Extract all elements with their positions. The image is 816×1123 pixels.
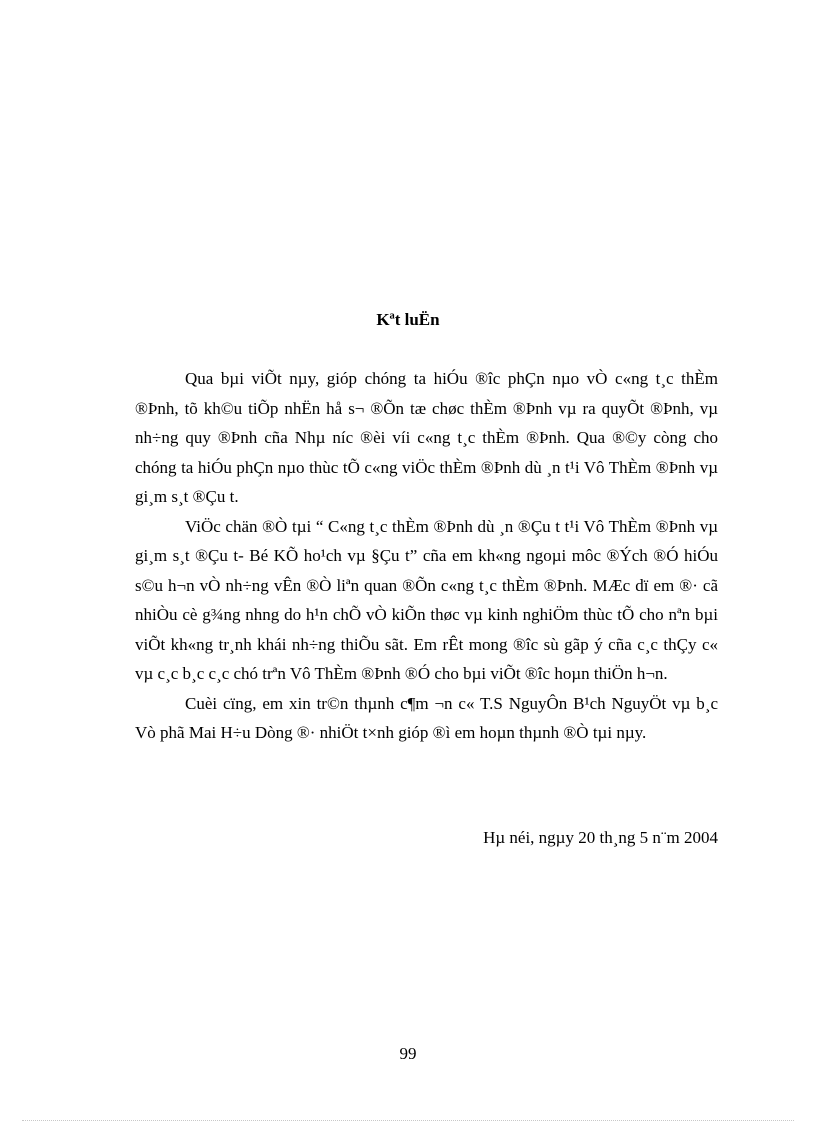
paragraph: Cuèi cïng, em xin tr©n thµnh c¶m ¬n c« T.S NguyÔn B¹ch NguyÖt vµ b¸c Vò phã Mai H÷u Dòng ®· nhiÖt t×nh gióp ®ì em hoµn thµnh ®Ò tµi nµy.	[135, 693, 718, 742]
page-divider	[22, 1120, 794, 1121]
date-signature: Hµ néi, ngµy 20 th¸ng 5 n¨m 2004	[483, 828, 718, 847]
body-text	[135, 364, 718, 748]
paragraph: Qua bµi viÕt nµy, gióp chóng ta hiÓu ®îc phÇn nµo vÒ c«ng t¸c thÈm ®Þnh, tõ kh©u tiÕp nhËn hå s¬ ®Õn tæ chøc thÈm ®Þnh vµ ra quyÕt ®Þnh, vµ nh÷ng quy ®Þnh cña Nhµ níc ®èi víi c«ng t¸c thÈm ®Þnh. Qua ®©y còng cho chóng ta hiÓu phÇn nµo thùc tÕ c«ng viÖc thÈm ®Þnh dù ¸n t¹i Vô ThÈm ®Þnh vµ gi¸m s¸t ®Çu t.	[135, 369, 718, 506]
page-number: 99	[399, 1044, 417, 1063]
paragraph: ViÖc chän ®Ò tµi “ C«ng t¸c thÈm ®Þnh dù ¸n ®Çu t t¹i Vô ThÈm ®Þnh vµ gi¸m s¸t ®Çu t- Bé KÕ ho¹ch vµ §Çu t” cña em kh«ng ngoµi môc ®Ých ®Ó hiÓu s©u h¬n vÒ nh÷ng vÊn ®Ò liªn quan ®Õn c«ng t¸c thÈm ®Þnh. MÆc dï em ®· cã nhiÒu cè g¾ng nhng do h¹n chÕ vÒ kiÕn thøc vµ kinh nghiÖm thùc tÕ cho nªn bµi viÕt kh«ng tr¸nh khái nh÷ng thiÕu sãt. Em rÊt mong ®îc sù gãp ý cña c¸c thÇy c« vµ c¸c b¸c c¸c chó trªn Vô ThÈm ®Þnh ®Ó cho bµi viÕt ®îc hoµn thiÖn h¬n.	[135, 516, 718, 683]
page-title: Kªt luËn	[376, 310, 440, 329]
